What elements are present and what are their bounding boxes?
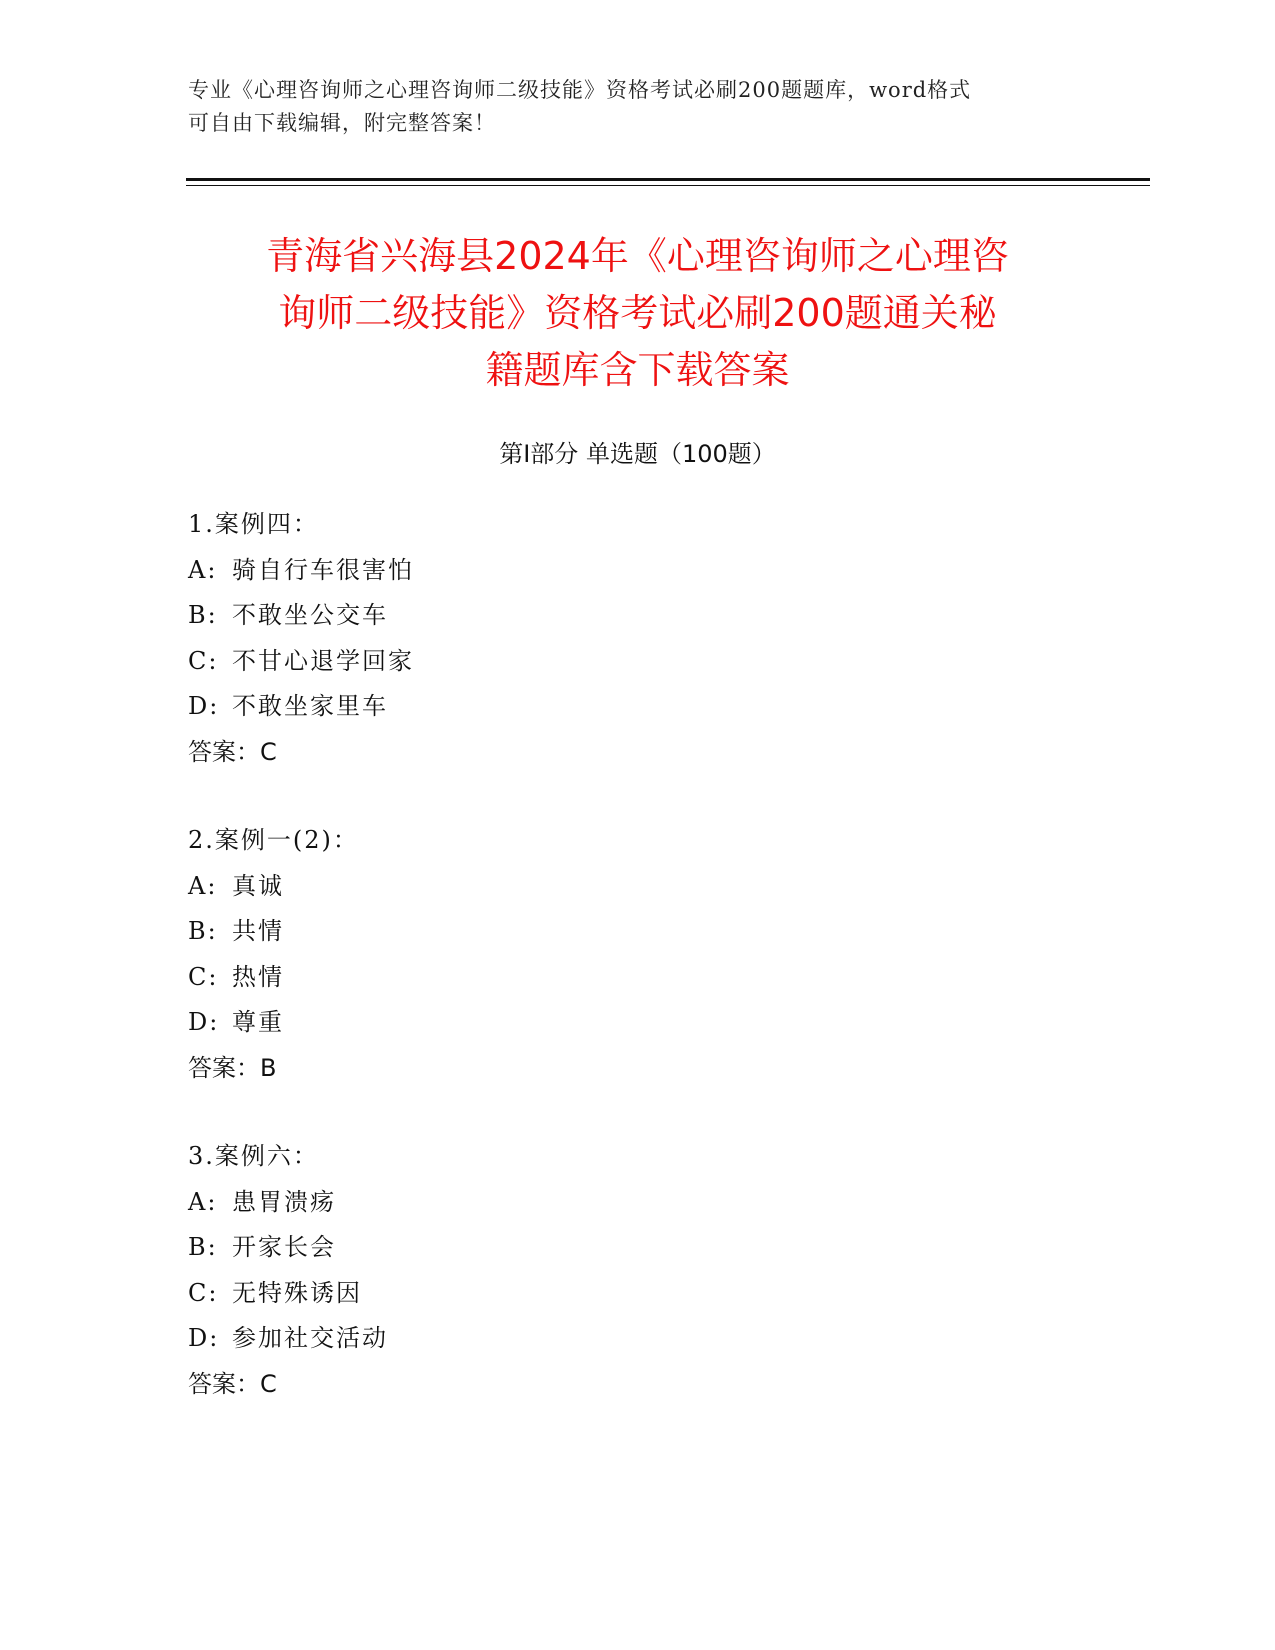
option-b (188, 1225, 988, 1271)
option-a (188, 548, 988, 594)
document-title (150, 228, 1125, 399)
option-letter: A: (188, 555, 218, 584)
option-text: 参加社交活动 (232, 1324, 388, 1352)
option-text: 无特殊诱因 (232, 1278, 362, 1307)
option-c (188, 639, 988, 685)
option-text: 开家长会 (232, 1233, 336, 1261)
answer-key: 答案：B (188, 1053, 277, 1082)
option-text: 热情 (232, 962, 284, 991)
option-b (188, 909, 988, 955)
header-rule-thin (186, 185, 1150, 186)
option-text: 真诚 (232, 871, 284, 900)
header-note-line-2: 可自由下载编辑，附完整答案！ (188, 111, 496, 135)
header-note-line-1: 专业《心理咨询师之心理咨询师二级技能》资格考试必刷200题题库，word格式 (188, 78, 972, 102)
document-title-line-3: 籍题库含下载答案 (485, 348, 790, 392)
answer-key: 答案：C (188, 737, 277, 766)
option-text: 患胃溃疡 (232, 1187, 336, 1216)
option-text: 尊重 (232, 1008, 284, 1036)
question-1 (188, 502, 988, 775)
option-a (188, 864, 988, 910)
document-title-line-1: 青海省兴海县2024年《心理咨询师之心理咨 (266, 234, 1009, 278)
option-letter: B: (188, 917, 218, 945)
option-text: 不敢坐公交车 (232, 601, 388, 629)
option-d (188, 684, 988, 730)
option-text: 不敢坐家里车 (232, 692, 388, 720)
option-d (188, 1316, 988, 1362)
option-d (188, 1000, 988, 1046)
option-c (188, 955, 988, 1001)
option-letter: D: (188, 1324, 220, 1352)
question-2 (188, 818, 988, 1091)
option-letter: B: (188, 601, 218, 629)
question-stem: 2.案例一(2)： (188, 826, 359, 854)
option-letter: D: (188, 1008, 220, 1036)
option-text: 共情 (232, 917, 284, 945)
option-letter: C: (188, 962, 219, 991)
question-stem: 3.案例六： (188, 1142, 319, 1170)
option-letter: A: (188, 1187, 218, 1216)
header-rule-thick (186, 178, 1150, 181)
option-letter: B: (188, 1233, 218, 1261)
question-stem: 1.案例四： (188, 510, 319, 538)
option-c (188, 1271, 988, 1317)
question-3 (188, 1134, 988, 1407)
section-title: 第Ⅰ部分 单选题（100题） (499, 440, 776, 468)
option-letter: C: (188, 1278, 219, 1307)
option-letter: D: (188, 692, 220, 720)
option-b (188, 593, 988, 639)
answer-key: 答案：C (188, 1369, 277, 1398)
document-title-line-2: 询师二级技能》资格考试必刷200题通关秘 (278, 291, 997, 335)
option-letter: C: (188, 646, 219, 675)
option-a (188, 1180, 988, 1226)
option-text: 骑自行车很害怕 (232, 555, 414, 584)
header-note (188, 74, 1088, 140)
option-text: 不甘心退学回家 (232, 646, 414, 675)
option-letter: A: (188, 871, 218, 900)
